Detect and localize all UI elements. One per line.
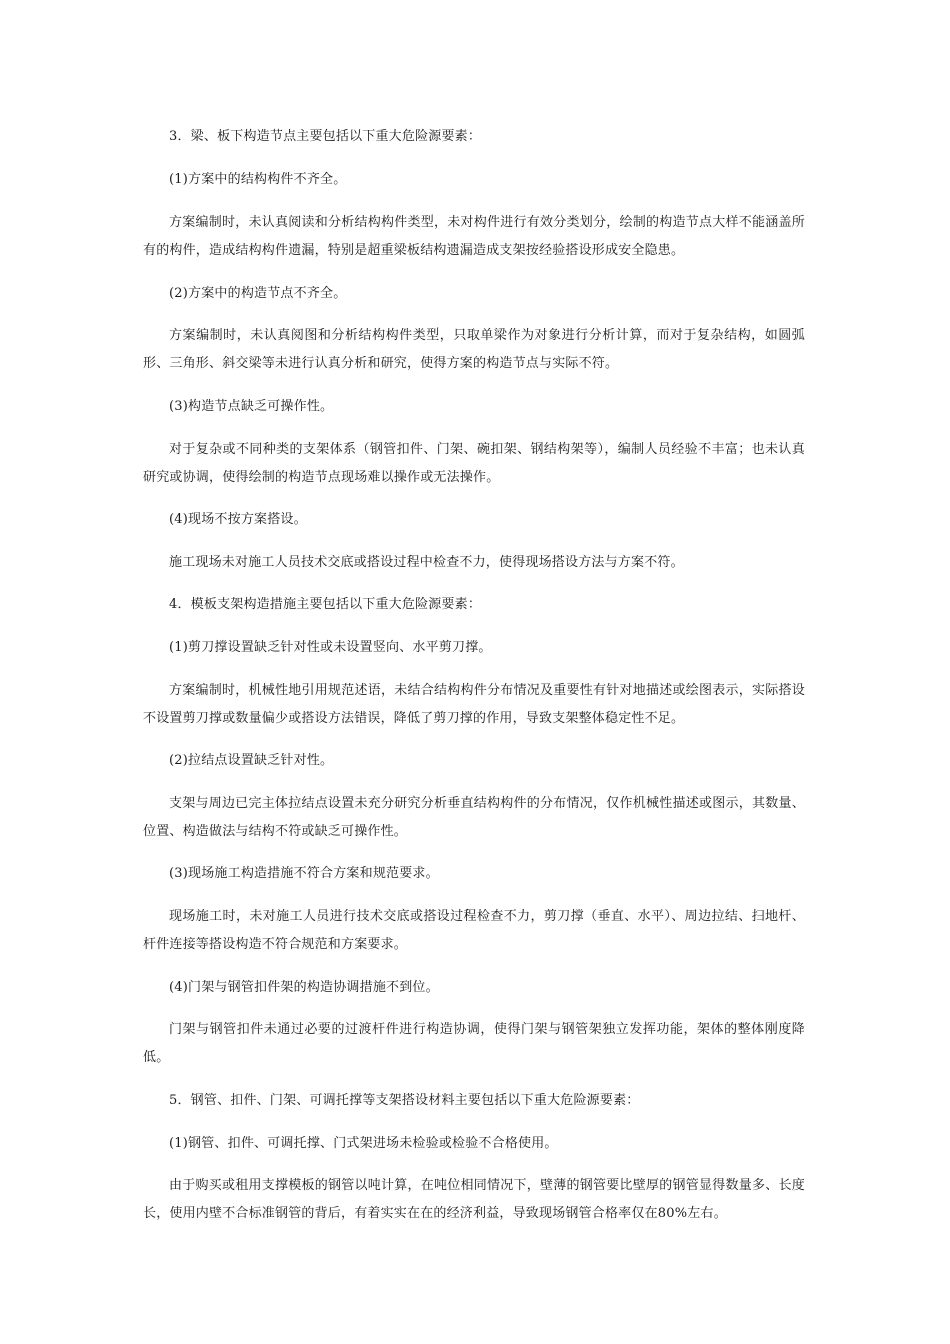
body-paragraph-4-3: 现场施工时，未对施工人员进行技术交底或搭设过程检查不力，剪刀撑（垂直、水平）、周边拉结、扫地杆、杆件连接等搭设构造不符合规范和方案要求。 — [143, 909, 805, 952]
subheading-4-3: (3)现场施工构造措施不符合方案和规范要求。 — [169, 866, 439, 881]
subheading-4-4: (4)门架与钢管扣件架的构造协调措施不到位。 — [169, 980, 439, 995]
subheading-4-2: (2)拉结点设置缺乏针对性。 — [169, 753, 334, 768]
body-paragraph-3-1: 方案编制时，未认真阅读和分析结构构件类型，未对构件进行有效分类划分，绘制的构造节点大样不能涵盖所有的构件，造成结构构件遗漏，特别是超重梁板结构遗漏造成支架按经验搭设形成安全隐患。 — [143, 215, 805, 258]
subheading-4-1: (1)剪刀撑设置缺乏针对性或未设置竖向、水平剪刀撑。 — [169, 640, 492, 655]
subheading-3-2: (2)方案中的构造节点不齐全。 — [169, 286, 347, 301]
section-heading-3: 3．梁、板下构造节点主要包括以下重大危险源要素： — [169, 129, 482, 144]
body-paragraph-4-2: 支架与周边已完主体拉结点设置未充分研究分析垂直结构构件的分布情况，仅作机械性描述或图示，其数量、位置、构造做法与结构不符或缺乏可操作性。 — [143, 796, 805, 839]
subheading-3-4: (4)现场不按方案搭设。 — [169, 512, 307, 527]
body-paragraph-4-4: 门架与钢管扣件未通过必要的过渡杆件进行构造协调，使得门架与钢管架独立发挥功能，架体的整体刚度降低。 — [143, 1022, 805, 1065]
section-heading-5: 5．钢管、扣件、门架、可调托撑等支架搭设材料主要包括以下重大危险源要素： — [169, 1093, 640, 1108]
body-paragraph-3-2: 方案编制时，未认真阅图和分析结构构件类型，只取单梁作为对象进行分析计算，而对于复杂结构，如圆弧形、三角形、斜交梁等未进行认真分析和研究，使得方案的构造节点与实际不符。 — [143, 328, 805, 371]
body-paragraph-4-1: 方案编制时，机械性地引用规范述语，未结合结构构件分布情况及重要性有针对地描述或绘图表示，实际搭设不设置剪刀撑或数量偏少或搭设方法错误，降低了剪刀撑的作用，导致支架整体稳定性不足。 — [143, 683, 805, 726]
section-heading-4: 4．模板支架构造措施主要包括以下重大危险源要素： — [169, 597, 482, 612]
body-paragraph-5-1: 由于购买或租用支撑模板的钢管以吨计算，在吨位相同情况下，壁薄的钢管要比壁厚的钢管显得数量多、长度长，使用内壁不合标准钢管的背后，有着实实在在的经济利益，导致现场钢管合格率仅在80%左右。 — [143, 1178, 805, 1221]
subheading-5-1: (1)钢管、扣件、可调托撑、门式架进场未检验或检验不合格使用。 — [169, 1136, 558, 1151]
subheading-3-3: (3)构造节点缺乏可操作性。 — [169, 399, 334, 414]
subheading-3-1: (1)方案中的结构构件不齐全。 — [169, 172, 347, 187]
body-paragraph-3-3: 对于复杂或不同种类的支架体系（钢管扣件、门架、碗扣架、钢结构架等），编制人员经验不丰富；也未认真研究或协调，使得绘制的构造节点现场难以操作或无法操作。 — [143, 442, 805, 485]
body-paragraph-3-4: 施工现场未对施工人员技术交底或搭设过程中检查不力，使得现场搭设方法与方案不符。 — [169, 555, 684, 570]
